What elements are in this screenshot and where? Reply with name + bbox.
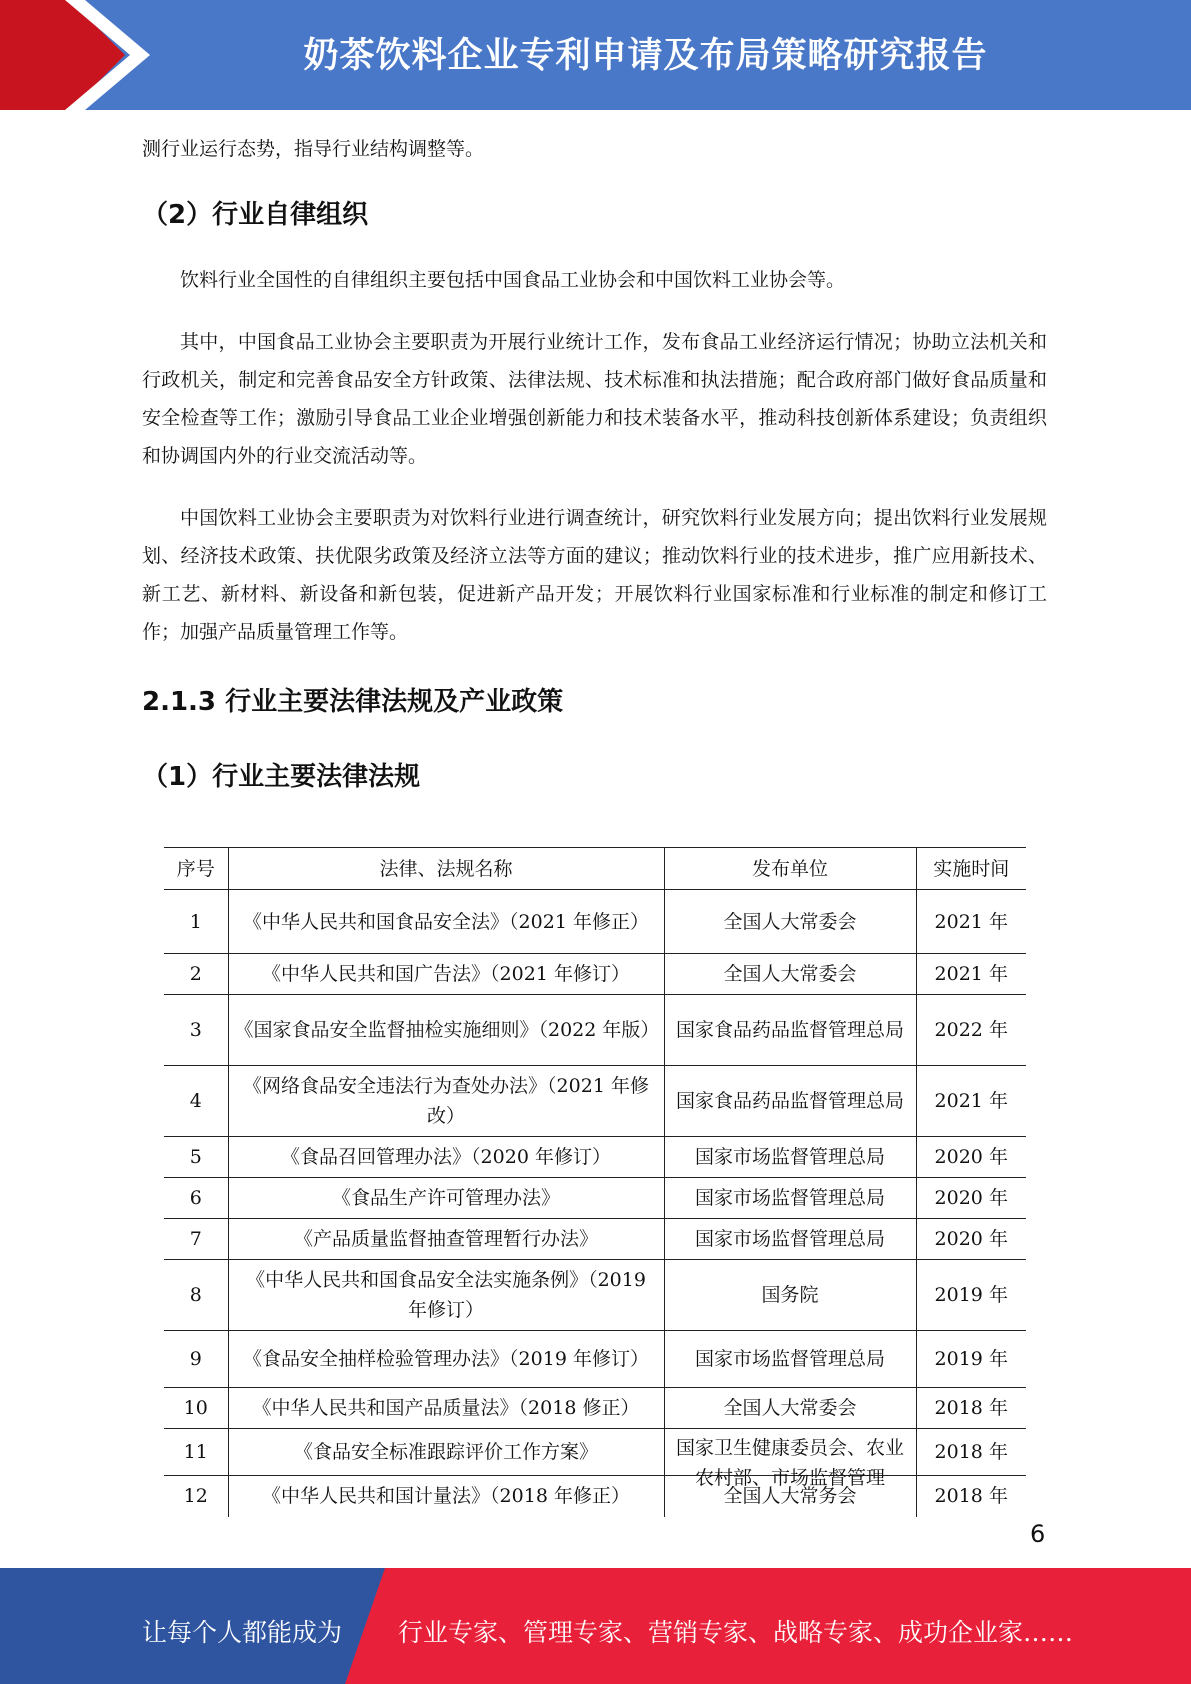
cell-issuer: 国家市场监督管理总局 [664,1178,916,1219]
cell-date: 2021 年 [916,890,1026,954]
paragraph-3: 中国饮料工业协会主要职责为对饮料行业进行调查统计，研究饮料行业发展方向；提出饮料行业发展规划、经济技术政策、扶优限劣政策及经济立法等方面的建议；推动饮料行业的技术进步，推广应用新技术、新工艺、新材料、新设备和新包装，促进新产品开发；开展饮料行业国家标准和行业标准的制定和修订工作；加强产品质量管理工作等。 [142,507,1047,643]
table-header-row [164,848,1026,890]
cell-date: 2018 年 [916,1388,1026,1429]
cell-issuer: 国家市场监督管理总局 [664,1219,916,1260]
cell-date: 2019 年 [916,1260,1026,1331]
page-footer [0,1568,1191,1684]
header-issuer: 发布单位 [664,848,916,890]
header-date: 实施时间 [916,848,1026,890]
table-row [164,1137,1026,1178]
cell-date: 2019 年 [916,1331,1026,1388]
cell-index: 8 [164,1260,228,1331]
continuation-text: 测行业运行态势，指导行业结构调整等。 [142,138,485,160]
cell-index: 6 [164,1178,228,1219]
page-header [0,0,1191,110]
cell-issuer: 国家食品药品监督管理总局 [664,995,916,1066]
cell-issuer: 国家市场监督管理总局 [664,1137,916,1178]
paragraph-1: 饮料行业全国性的自律组织主要包括中国食品工业协会和中国饮料工业协会等。 [180,269,846,291]
cell-issuer: 国务院 [664,1260,916,1331]
table-row [164,1219,1026,1260]
table-row [164,1388,1026,1429]
cell-name: 《国家食品安全监督抽检实施细则》（2022 年版） [228,995,664,1066]
table-row [164,1429,1026,1476]
cell-index: 11 [164,1429,228,1476]
cell-issuer: 全国人大常务会 [664,1476,916,1517]
cell-issuer: 全国人大常委会 [664,1388,916,1429]
cell-issuer: 全国人大常委会 [664,954,916,995]
page-number: 6 [1030,1520,1046,1548]
cell-date: 2020 年 [916,1178,1026,1219]
cell-issuer [664,1429,916,1489]
cell-index: 3 [164,995,228,1066]
cell-name: 《中华人民共和国食品安全法实施条例》（2019 年修订） [228,1260,664,1331]
cell-index: 7 [164,1219,228,1260]
cell-date: 2021 年 [916,954,1026,995]
cell-date: 2021 年 [916,1066,1026,1137]
table-row [164,1066,1026,1137]
table-row [164,954,1026,995]
cell-name: 《中华人民共和国计量法》（2018 年修正） [228,1476,664,1517]
table-row [164,1476,1026,1517]
subheading-laws: （1）行业主要法律法规 [142,762,421,792]
cell-name: 《食品安全抽样检验管理办法》（2019 年修订） [228,1331,664,1388]
report-title: 奶茶饮料企业专利申请及布局策略研究报告 [303,36,988,76]
cell-index: 4 [164,1066,228,1137]
cell-issuer: 全国人大常委会 [664,890,916,954]
main-content [142,130,1047,793]
cell-name: 《产品质量监督抽查管理暂行办法》 [228,1219,664,1260]
cell-date: 2020 年 [916,1219,1026,1260]
cell-date: 2022 年 [916,995,1026,1066]
cell-name: 《中华人民共和国广告法》（2021 年修订） [228,954,664,995]
header-index: 序号 [164,848,228,890]
cell-issuer: 国家食品药品监督管理总局 [664,1066,916,1137]
cell-date: 2018 年 [916,1429,1026,1476]
header-red-arrow [0,0,150,110]
table-row [164,1331,1026,1388]
cell-name: 《中华人民共和国食品安全法》（2021 年修正） [228,890,664,954]
cell-index: 12 [164,1476,228,1517]
cell-index: 5 [164,1137,228,1178]
footer-slogan-left: 让每个人都能成为 [142,1618,343,1647]
subheading-self-regulatory: （2）行业自律组织 [142,200,369,230]
table-row [164,1178,1026,1219]
cell-index: 9 [164,1331,228,1388]
cell-name: 《中华人民共和国产品质量法》（2018 修正） [228,1388,664,1429]
cell-issuer: 国家市场监督管理总局 [664,1331,916,1388]
cell-name: 《食品生产许可管理办法》 [228,1178,664,1219]
cell-name: 《食品召回管理办法》（2020 年修订） [228,1137,664,1178]
table-row [164,995,1026,1066]
section-heading: 2.1.3 行业主要法律法规及产业政策 [142,687,564,717]
cell-name: 《网络食品安全违法行为查处办法》（2021 年修改） [228,1066,664,1137]
table-row [164,1260,1026,1331]
header-name: 法律、法规名称 [228,848,664,890]
cell-index: 10 [164,1388,228,1429]
table-row [164,890,1026,954]
paragraph-2: 其中，中国食品工业协会主要职责为开展行业统计工作，发布食品工业经济运行情况；协助立法机关和行政机关，制定和完善食品安全方针政策、法律法规、技术标准和执法措施；配合政府部门做好食品质量和安全检查等工作；激励引导食品工业企业增强创新能力和技术装备水平，推动科技创新体系建设；负责组织和协调国内外的行业交流活动等。 [142,331,1047,467]
cell-date: 2018 年 [916,1476,1026,1517]
cell-issuer-text: 国家卫生健康委员会、农业农村部、市场监督管理 [675,1437,904,1489]
cell-date: 2020 年 [916,1137,1026,1178]
cell-index: 1 [164,890,228,954]
footer-slogan-right: 行业专家、管理专家、营销专家、战略专家、成功企业家…… [398,1618,1074,1647]
laws-table [164,847,1026,1517]
cell-index: 2 [164,954,228,995]
cell-name: 《食品安全标准跟踪评价工作方案》 [228,1429,664,1476]
